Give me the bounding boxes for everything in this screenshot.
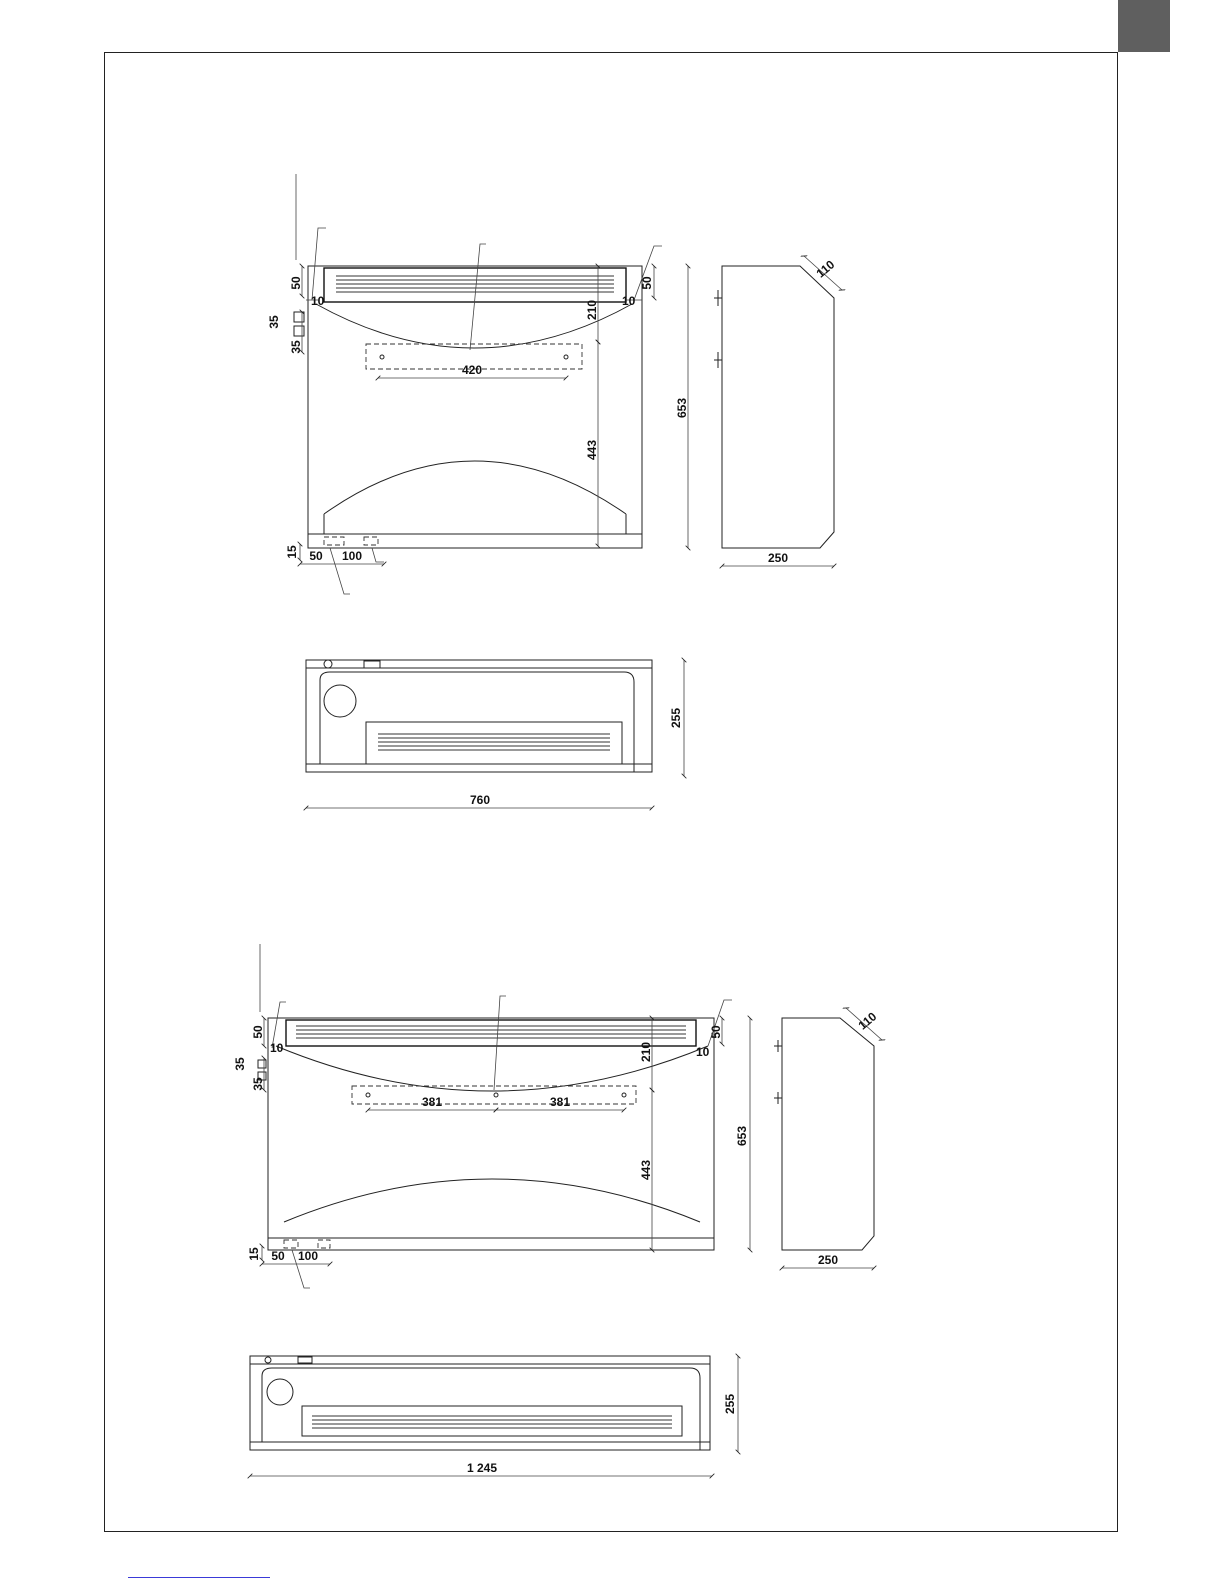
large-front-dim-tube-top: 35 [233,1057,247,1071]
large-front-dim-lower: 443 [639,1159,653,1181]
large-side-dim-depth: 250 [817,1253,839,1267]
small-side-dim-depth: 250 [767,551,789,565]
large-front-dim-bottom: 15 [247,1247,261,1261]
small-front-dim-lower: 443 [585,439,599,461]
large-side-dim-height: 653 [735,1125,749,1147]
large-side-view [735,1008,882,1268]
small-front-dim-left-gap: 10 [311,294,325,308]
small-top-dim-depth: 255 [669,707,683,729]
small-front-dim-centre: 420 [461,363,483,377]
large-front-dim-left-gap: 10 [270,1041,284,1055]
small-top-grille [378,734,610,750]
large-front-dim-right-gap: 10 [696,1045,710,1059]
large-front-dim-top-offset: 50 [251,1025,265,1039]
small-front-dim-base-a: 50 [309,549,323,563]
small-side-dim-chamfer: 110 [813,257,838,281]
large-top-dim-width: 1 245 [466,1461,498,1475]
small-front-dim-bottom: 15 [285,545,299,559]
large-side-dim-chamfer: 110 [855,1009,880,1033]
small-side-dim-height: 653 [675,397,689,419]
small-front-dim-right-gap: 10 [622,294,636,308]
small-top-dim-width: 760 [469,793,491,807]
large-front-dim-base-a: 50 [271,1249,285,1263]
small-front-dim-upper: 210 [585,299,599,321]
large-front-dim-base-b: 100 [297,1249,319,1263]
small-top-view [306,660,684,808]
large-top-dim-depth: 255 [723,1393,737,1415]
small-front-dim-tube-top: 35 [267,315,281,329]
small-front-dim-top-offset: 50 [289,276,303,290]
large-top-view [250,1356,738,1476]
large-front-dim-top-right: 50 [709,1025,723,1039]
large-front-dim-upper: 210 [639,1041,653,1063]
large-front-dim-tube-gap: 35 [251,1077,265,1091]
small-front-dim-base-b: 100 [341,549,363,563]
large-top-grille [312,1416,672,1428]
large-front-dim-centre-right: 381 [549,1095,571,1109]
small-front-view [267,174,688,594]
large-grille [296,1026,686,1038]
large-front-view [233,944,750,1288]
small-front-dim-top-right: 50 [640,276,654,290]
large-front-dim-centre-left: 381 [421,1095,443,1109]
small-grille [336,276,614,292]
small-side-view [675,256,842,566]
small-front-dim-tube-gap: 35 [289,340,303,354]
